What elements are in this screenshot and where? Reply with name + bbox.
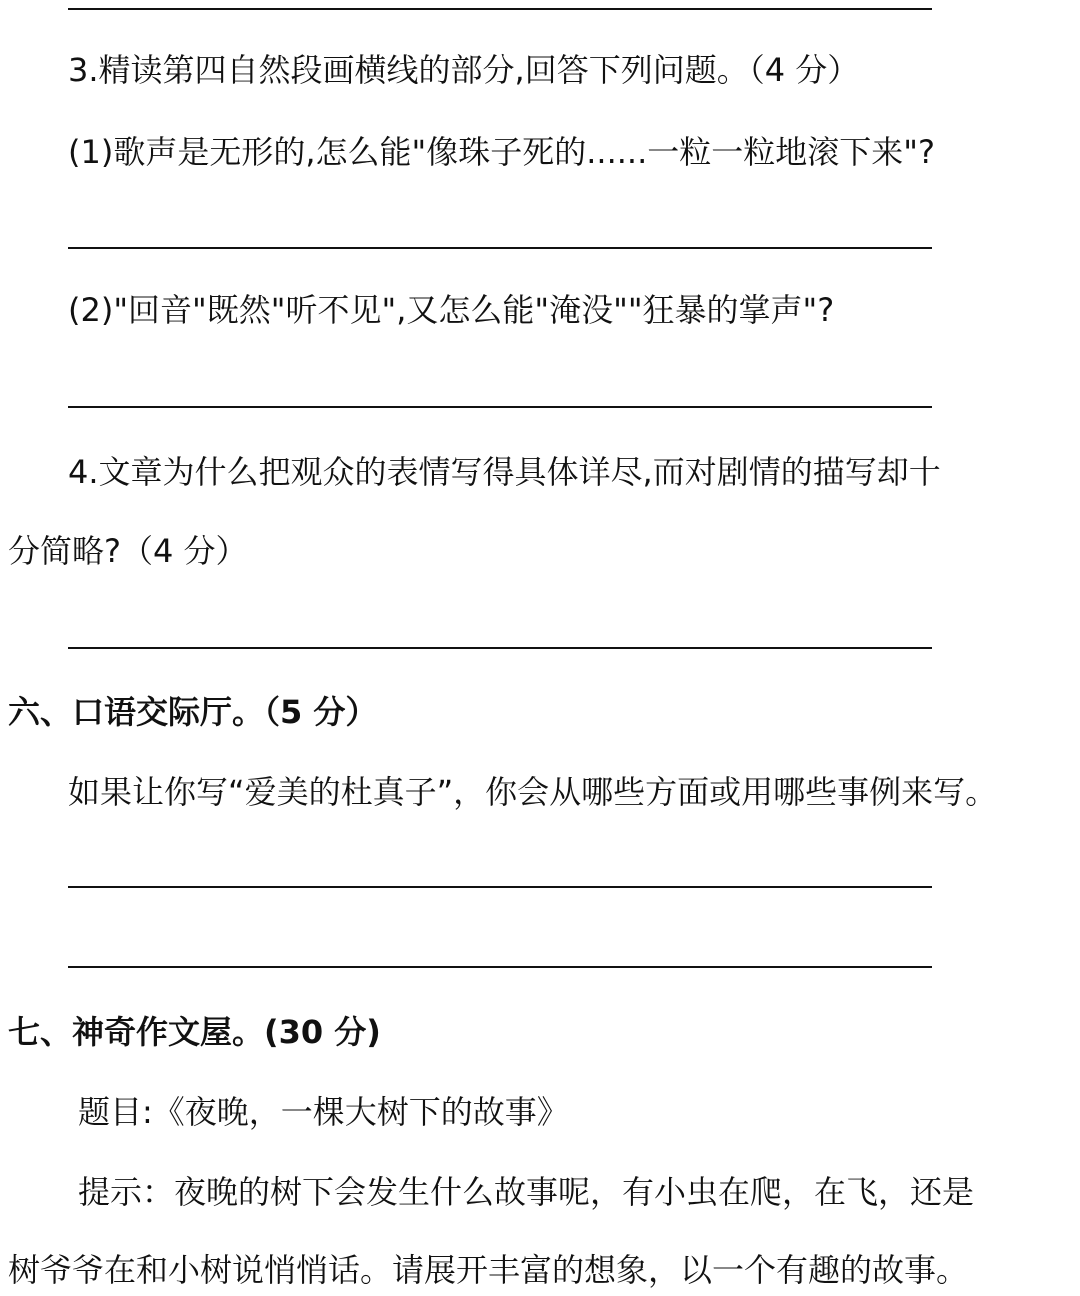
essay-topic: 题目:《夜晚，一棵大树下的故事》 (78, 1093, 569, 1131)
question-3-sub-2: (2)"回音"既然"听不见",又怎么能"淹没""狂暴的掌声"? (68, 291, 835, 329)
essay-hint-line-2: 树爷爷在和小树说悄悄话。请展开丰富的想象，以一个有趣的故事。 (8, 1251, 969, 1289)
answer-line (68, 966, 932, 968)
question-3-title: 3.精读第四自然段画横线的部分,回答下列问题。（4 分） (68, 51, 860, 89)
essay-hint-line-1: 提示：夜晚的树下会发生什么故事呢，有小虫在爬，在飞，还是 (78, 1173, 975, 1211)
section-7-heading: 七、神奇作文屋。(30 分) (8, 1013, 381, 1051)
answer-line (68, 886, 932, 888)
section-6-prompt: 如果让你写“爱美的杜真子”，你会从哪些方面或用哪些事例来写。 (68, 773, 998, 811)
question-3-sub-1: (1)歌声是无形的,怎么能"像珠子死的......一粒一粒地滚下来"? (68, 133, 935, 171)
answer-line (68, 8, 932, 10)
answer-line (68, 647, 932, 649)
answer-line (68, 247, 932, 249)
question-4-line-2: 分简略?（4 分） (8, 532, 248, 570)
question-4-line-1: 4.文章为什么把观众的表情写得具体详尽,而对剧情的描写却十 (68, 453, 941, 491)
answer-line (68, 406, 932, 408)
section-6-heading: 六、口语交际厅。（5 分） (8, 693, 378, 731)
